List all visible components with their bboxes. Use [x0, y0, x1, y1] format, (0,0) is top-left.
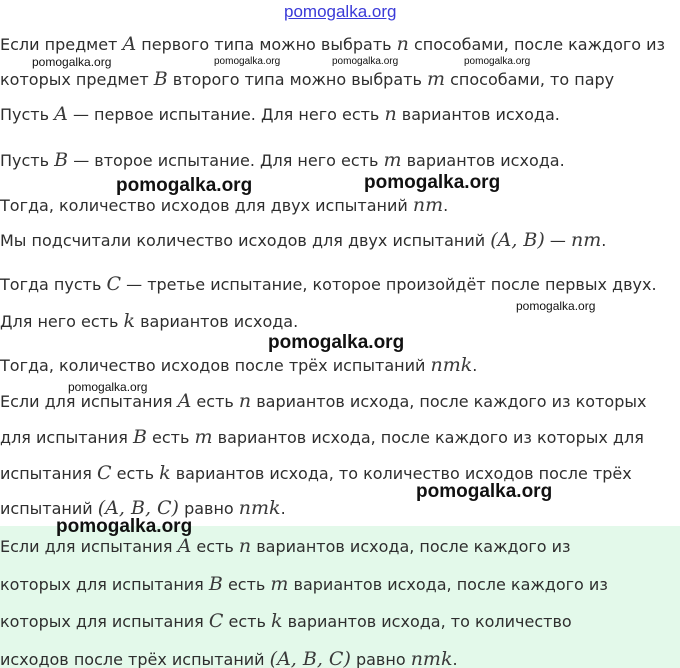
text-line: для испытания B есть m вариантов исхода, после каждого из которых для — [0, 426, 644, 448]
watermark: pomogalka.org — [364, 172, 501, 193]
math-var: A — [177, 535, 192, 557]
text-line: Тогда, количество исходов после трёх испытаний nmk. — [0, 354, 478, 376]
watermark: pomogalka.org — [268, 332, 405, 353]
math-var: B — [153, 68, 168, 90]
math-var: A — [54, 103, 68, 125]
math-expr: nm — [412, 194, 444, 216]
math-var: A — [177, 390, 192, 412]
math-var: m — [270, 573, 289, 595]
text-line: Пусть B — второе испытание. Для него есть m вариантов исхода. — [0, 149, 565, 171]
watermark: pomogalka.org — [32, 55, 112, 69]
math-var: A — [122, 33, 137, 55]
math-var: m — [383, 149, 402, 171]
math-expr: (A, B, C) — [269, 648, 351, 668]
text-line: исходов после трёх испытаний (A, B, C) равно nmk. — [0, 648, 458, 668]
watermark: pomogalka.org — [116, 175, 253, 196]
math-var: k — [159, 462, 171, 484]
math-var: B — [132, 426, 147, 448]
math-expr: nmk — [430, 354, 473, 376]
watermark: pomogalka.org — [68, 380, 148, 394]
math-expr: (A, B, C) — [97, 497, 179, 519]
text-line: Если для испытания A есть n вариантов исхода, после каждого из — [0, 535, 571, 557]
text-line: которых для испытания C есть k вариантов исхода, то количество — [0, 610, 572, 632]
watermark: pomogalka.org — [464, 56, 531, 67]
text-line: Для него есть k вариантов исхода. — [0, 310, 299, 332]
math-var: C — [96, 462, 112, 484]
text-line: Пусть A — первое испытание. Для него есть n вариантов исхода. — [0, 103, 560, 125]
text-line: Тогда пусть C — третье испытание, которое произойдёт после первых двух. — [0, 273, 657, 295]
math-var: C — [106, 273, 122, 295]
text-line: Если для испытания A есть n вариантов исхода, после каждого из которых — [0, 390, 647, 412]
math-var: m — [426, 68, 446, 90]
math-var: k — [271, 610, 283, 632]
math-var: k — [123, 310, 136, 332]
text-line: которых для испытания B есть m вариантов исхода, после каждого из — [0, 573, 608, 595]
watermark: pomogalka.org — [332, 56, 399, 67]
math-var: n — [396, 33, 409, 55]
math-var: B — [208, 573, 223, 595]
text-line: испытания C есть k вариантов исхода, то количество исходов после трёх — [0, 462, 632, 484]
math-var: m — [194, 426, 213, 448]
text-line: Тогда, количество исходов для двух испытаний nm. — [0, 194, 449, 216]
watermark: pomogalka.org — [214, 56, 281, 67]
text-line: Если предмет A первого типа можно выбрать n способами, после каждого из — [0, 33, 666, 55]
math-var: n — [384, 103, 397, 125]
math-var: n — [238, 535, 252, 557]
math-var: C — [208, 610, 224, 632]
math-expr: nmk — [238, 497, 281, 519]
watermark: pomogalka.org — [56, 516, 193, 537]
watermark: pomogalka.org — [516, 299, 596, 313]
watermark-link[interactable]: pomogalka.org — [284, 2, 397, 21]
text-line: которых предмет B второго типа можно выбрать m способами, то пару — [0, 68, 615, 90]
math-expr: nmk — [410, 648, 453, 668]
math-expr: nm — [570, 229, 602, 251]
math-var: B — [54, 149, 69, 171]
text-line: Мы подсчитали количество исходов для двух испытаний (A, B) — nm. — [0, 229, 607, 251]
math-var: n — [238, 390, 252, 412]
math-expr: (A, B) — [490, 229, 545, 251]
text-line: испытаний (A, B, C) равно nmk. — [0, 497, 286, 519]
watermark: pomogalka.org — [416, 481, 553, 502]
